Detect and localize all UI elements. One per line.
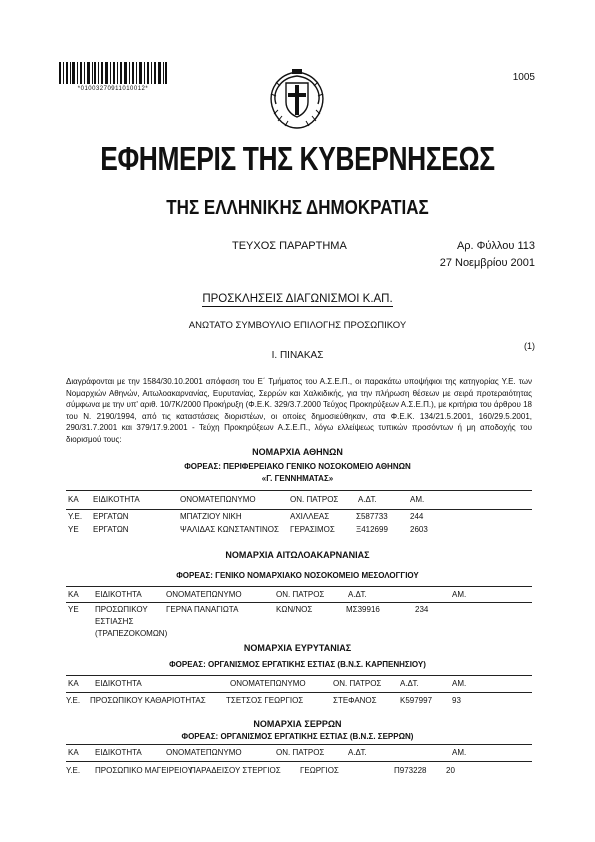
cell-am: 93 (452, 696, 461, 705)
cell-ka: ΥΕ (68, 525, 79, 534)
col-header-specialty: ΕΙΔΙΚΟΤΗΤΑ (95, 590, 142, 599)
issue-date: 27 Νοεμβρίου 2001 (439, 257, 535, 269)
cell-name: ΠΑΡΑΔΕΙΣΟΥ ΣΤΕΡΓΙΟΣ (190, 766, 281, 775)
body-name: ΦΟΡΕΑΣ: ΠΕΡΙΦΕΡΕΙΑΚΟ ΓΕΝΙΚΟ ΝΟΣΟΚΟΜΕΙΟ ΑΘΗΝΩΝ (184, 462, 411, 471)
part-heading: Ι. ΠΙΝΑΚΑΣ (271, 350, 324, 361)
cell-specialty: ΠΡΟΣΩΠΙΚΟΥ (95, 605, 148, 614)
col-header-specialty: ΕΙΔΙΚΟΤΗΤΑ (95, 748, 142, 757)
table-row (0, 605, 595, 617)
col-header-am: ΑΜ. (452, 679, 467, 688)
cell-id: Π973228 (394, 766, 427, 775)
table-rule (66, 586, 532, 587)
table-row-continuation (0, 629, 595, 641)
col-header-ka: ΚΑ (68, 495, 79, 504)
col-header-father: ΟΝ. ΠΑΤΡΟΣ (290, 495, 339, 504)
col-header-specialty: ΕΙΔΙΚΟΤΗΤΑ (93, 495, 140, 504)
table-rule (66, 509, 532, 510)
col-header-id: Α.ΔΤ. (348, 748, 367, 757)
cell-specialty: (ΤΡΑΠΕΖΟΚΟΜΩΝ) (95, 629, 168, 638)
col-header-father: ΟΝ. ΠΑΤΡΟΣ (276, 748, 325, 757)
cell-name: ΤΣΕΤΣΟΣ ΓΕΩΡΓΙΟΣ (226, 696, 304, 705)
cell-ka: ΥΕ (68, 605, 79, 614)
cell-am: 244 (410, 512, 424, 521)
table-header-row (0, 590, 595, 602)
cell-name: ΨΑΛΙΔΑΣ ΚΩΝΣΤΑΝΤΙΝΟΣ (180, 525, 279, 534)
cell-specialty: ΕΡΓΑΤΩΝ (93, 525, 129, 534)
section-title-text: ΠΡΟΣΚΛΗΣΕΙΣ ΔΙΑΓΩΝΙΣΜΟΙ Κ.ΑΠ. (202, 293, 393, 305)
col-header-ka: ΚΑ (68, 748, 79, 757)
body-name: ΦΟΡΕΑΣ: ΓΕΝΙΚΟ ΝΟΜΑΡΧΙΑΚΟ ΝΟΣΟΚΟΜΕΙΟ ΜΕΣΟΛΟΓΓΙΟΥ (176, 571, 419, 580)
body-name-line2: «Γ. ΓΕΝΝΗΜΑΤΑΣ» (261, 474, 334, 483)
barcode-number: *01003270911010012* (77, 86, 149, 92)
issue-type: ΤΕΥΧΟΣ ΠΑΡΑΡΤΗΜΑ (232, 240, 347, 252)
gazette-subtitle: ΤΗΣ ΕΛΛΗΝΙΚΗΣ ΔΗΜΟΚΡΑΤΙΑΣ (166, 197, 429, 219)
col-header-id: Α.ΔΤ. (400, 679, 419, 688)
table-rule (66, 602, 532, 603)
cell-father: ΓΕΡΑΣΙΜΟΣ (290, 525, 335, 534)
cell-id: Κ597997 (400, 696, 433, 705)
cell-am: 2603 (410, 525, 428, 534)
cell-id: Σ587733 (356, 512, 388, 521)
cell-ka: Υ.Ε. (66, 766, 81, 775)
cell-father: ΓΕΩΡΓΙΟΣ (300, 766, 339, 775)
cell-ka: Υ.Ε. (68, 512, 83, 521)
gazette-title: ΕΦΗΜΕΡΙΣ ΤΗΣ ΚΥΒΕΡΝΗΣΕΩΣ (100, 140, 495, 177)
barcode (59, 62, 167, 84)
cell-specialty: ΕΡΓΑΤΩΝ (93, 512, 129, 521)
table-row (0, 525, 595, 537)
col-header-am: ΑΜ. (410, 495, 425, 504)
cell-specialty: ΠΡΟΣΩΠΙΚΟΥ ΚΑΘΑΡΙΟΤΗΤΑΣ (90, 696, 206, 705)
cell-specialty: ΕΣΤΙΑΣΗΣ (95, 617, 134, 626)
cell-am: 234 (415, 605, 429, 614)
cell-name: ΓΕΡΝΑ ΠΑΝΑΓΙΩΤΑ (166, 605, 239, 614)
table-header-row (0, 748, 595, 760)
table-header-row (0, 495, 595, 507)
cell-ka: Υ.Ε. (66, 696, 81, 705)
region-title: ΝΟΜΑΡΧΙΑ ΑΙΤΩΛΟΑΚΑΡΝΑΝΙΑΣ (225, 550, 370, 560)
table-rule (66, 490, 532, 491)
region-title: ΝΟΜΑΡΧΙΑ ΑΘΗΝΩΝ (252, 447, 343, 457)
col-header-id: Α.ΔΤ. (358, 495, 377, 504)
col-header-name: ΟΝΟΜΑΤΕΠΩΝΥΜΟ (180, 495, 256, 504)
col-header-specialty: ΕΙΔΙΚΟΤΗΤΑ (95, 679, 142, 688)
col-header-name: ΟΝΟΜΑΤΕΠΩΝΥΜΟ (230, 679, 306, 688)
table-row (0, 766, 595, 778)
sheet-number: Αρ. Φύλλου 113 (456, 240, 535, 252)
table-row (0, 512, 595, 524)
body-name: ΦΟΡΕΑΣ: ΟΡΓΑΝΙΣΜΟΣ ΕΡΓΑΤΙΚΗΣ ΕΣΤΙΑΣ (Β.Ν.Σ. ΣΕΡΡΩΝ) (181, 732, 414, 741)
table-row-continuation (0, 617, 595, 629)
cell-am: 20 (446, 766, 455, 775)
table-rule (66, 744, 532, 745)
section-title (0, 293, 595, 305)
coat-of-arms-icon (264, 66, 330, 132)
cell-father: ΣΤΕΦΑΝΟΣ (333, 696, 377, 705)
region-title: ΝΟΜΑΡΧΙΑ ΣΕΡΡΩΝ (253, 719, 342, 729)
col-header-ka: ΚΑ (68, 590, 79, 599)
col-header-name: ΟΝΟΜΑΤΕΠΩΝΥΜΟ (166, 748, 242, 757)
cell-id: ΜΣ39916 (346, 605, 380, 614)
col-header-am: ΑΜ. (452, 748, 467, 757)
reference-mark: (1) (524, 341, 535, 351)
cell-father: ΚΩΝ/ΝΟΣ (276, 605, 313, 614)
table-rule (66, 761, 532, 762)
cell-specialty: ΠΡΟΣΩΠΙΚΟ ΜΑΓΕΙΡΕΙΟΥ (95, 766, 193, 775)
table-rule (66, 675, 532, 676)
col-header-am: ΑΜ. (452, 590, 467, 599)
table-row (0, 696, 595, 708)
page-number: 1005 (512, 72, 535, 83)
body-name: ΦΟΡΕΑΣ: ΟΡΓΑΝΙΣΜΟΣ ΕΡΓΑΤΙΚΗΣ ΕΣΤΙΑΣ (Β.Ν.Σ. ΚΑΡΠΕΝΗΣΙΟΥ) (169, 660, 426, 669)
council-name: ΑΝΩΤΑΤΟ ΣΥΜΒΟΥΛΙΟ ΕΠΙΛΟΓΗΣ ΠΡΟΣΩΠΙΚΟΥ (188, 320, 407, 331)
col-header-ka: ΚΑ (68, 679, 79, 688)
col-header-father: ΟΝ. ΠΑΤΡΟΣ (276, 590, 325, 599)
cell-name: ΜΠΑΤΖΙΟΥ ΝΙΚΗ (180, 512, 242, 521)
table-rule (66, 692, 532, 693)
cell-id: Ξ412699 (356, 525, 388, 534)
intro-paragraph: Διαγράφονται με την 1584/30.10.2001 απόφαση του Ε΄ Τμήματος του Α.Σ.Ε.Π., οι παρακάτω υποψήφιοι της κατηγορίας Υ.Ε. των Νομαρχιών Αθηνών, Αιτωλοακαρνανίας, Ευρυτανίας, Σερρών και Χαλκιδικής, για την πλήρωση θέσεων με σειρά προτεραιότητας σύμφωνα με την υπ' αριθ. 10/7Κ/2000 Προκήρυξη (Φ.Ε.Κ. 329/3.7.2000 Τεύχος Προκηρύξεων Α.Σ.Ε.Π.), με κριτήρια του άρθρου 18 του Ν. 2190/1994, από τις καταστάσεις διοριστέων, οι οποίες δημοσιεύθηκαν, στα Φ.Ε.Κ. 134/21.5.2001, 160/29.5.2001, 290/31.7.2001 και 379/17.9.2001 - Τεύχη Προκηρύξεων Α.Σ.Ε.Π., λόγω ελλείψεως τυπικών προσόντων ή μη αποδοχής του διορισμού τους: (66, 377, 532, 444)
table-header-row (0, 679, 595, 691)
col-header-id: Α.ΔΤ. (348, 590, 367, 599)
col-header-father: ΟΝ. ΠΑΤΡΟΣ (333, 679, 382, 688)
col-header-name: ΟΝΟΜΑΤΕΠΩΝΥΜΟ (166, 590, 242, 599)
region-title: ΝΟΜΑΡΧΙΑ ΕΥΡΥΤΑΝΙΑΣ (243, 643, 352, 653)
cell-father: ΑΧΙΛΛΕΑΣ (290, 512, 330, 521)
